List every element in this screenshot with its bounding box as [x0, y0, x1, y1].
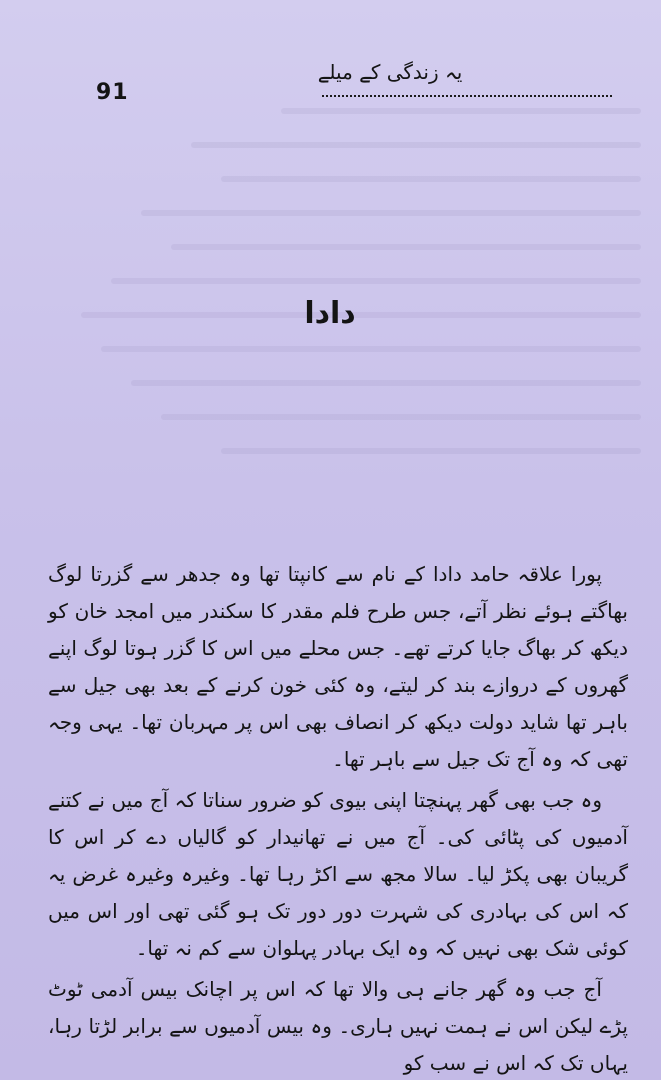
body-text [48, 556, 628, 1080]
page-number: 91 [96, 80, 129, 105]
header-dotted-rule [322, 95, 612, 97]
chapter-title: دادا [304, 296, 356, 331]
paragraph: پورا علاقہ حامد دادا کے نام سے کانپتا تھا وہ جدھر سے گزرتا لوگ بھاگتے ہوئے نظر آتے، جس طرح فلم مقدر کا سکندر میں امجد خان کو دیکھ کر بھاگ جایا کرتے تھے۔ جس محلے میں اس کا گزر ہوتا لوگ اپنے گھروں کے دروازے بند کر لیتے، وہ کئی خون کرنے کے بعد بھی جیل سے باہر تھا شاید دولت دیکھ کر انصاف بھی اس پر مہربان تھا۔ یہی وجہ تھی کہ وہ آج تک جیل سے باہر تھا۔ [48, 562, 628, 771]
paragraph: آج جب وہ گھر جانے ہی والا تھا کہ اس پر اچانک بیس آدمی ٹوٹ پڑے لیکن اس نے ہمت نہیں ہاری۔ وہ بیس آدمیوں سے برابر لڑتا رہا، یہاں تک کہ اس نے سب کو [48, 977, 628, 1075]
running-title: یہ زندگی کے میلے [317, 60, 463, 84]
paragraph: وہ جب بھی گھر پہنچتا اپنی بیوی کو ضرور سناتا کہ آج میں نے کتنے آدمیوں کی پٹائی کی۔ آج میں نے تھانیدار کو گالیاں دے کر اس کا گریبان بھی پکڑ لیا۔ سالا مجھ سے اکڑ رہا تھا۔ وغیرہ وغیرہ غرض یہ کہ اس کی بہادری کی شہرت دور دور تک ہو گئی تھی اور اس میں کوئی شک بھی نہیں کہ وہ ایک بہادر پہلوان سے کم نہ تھا۔ [48, 788, 628, 960]
